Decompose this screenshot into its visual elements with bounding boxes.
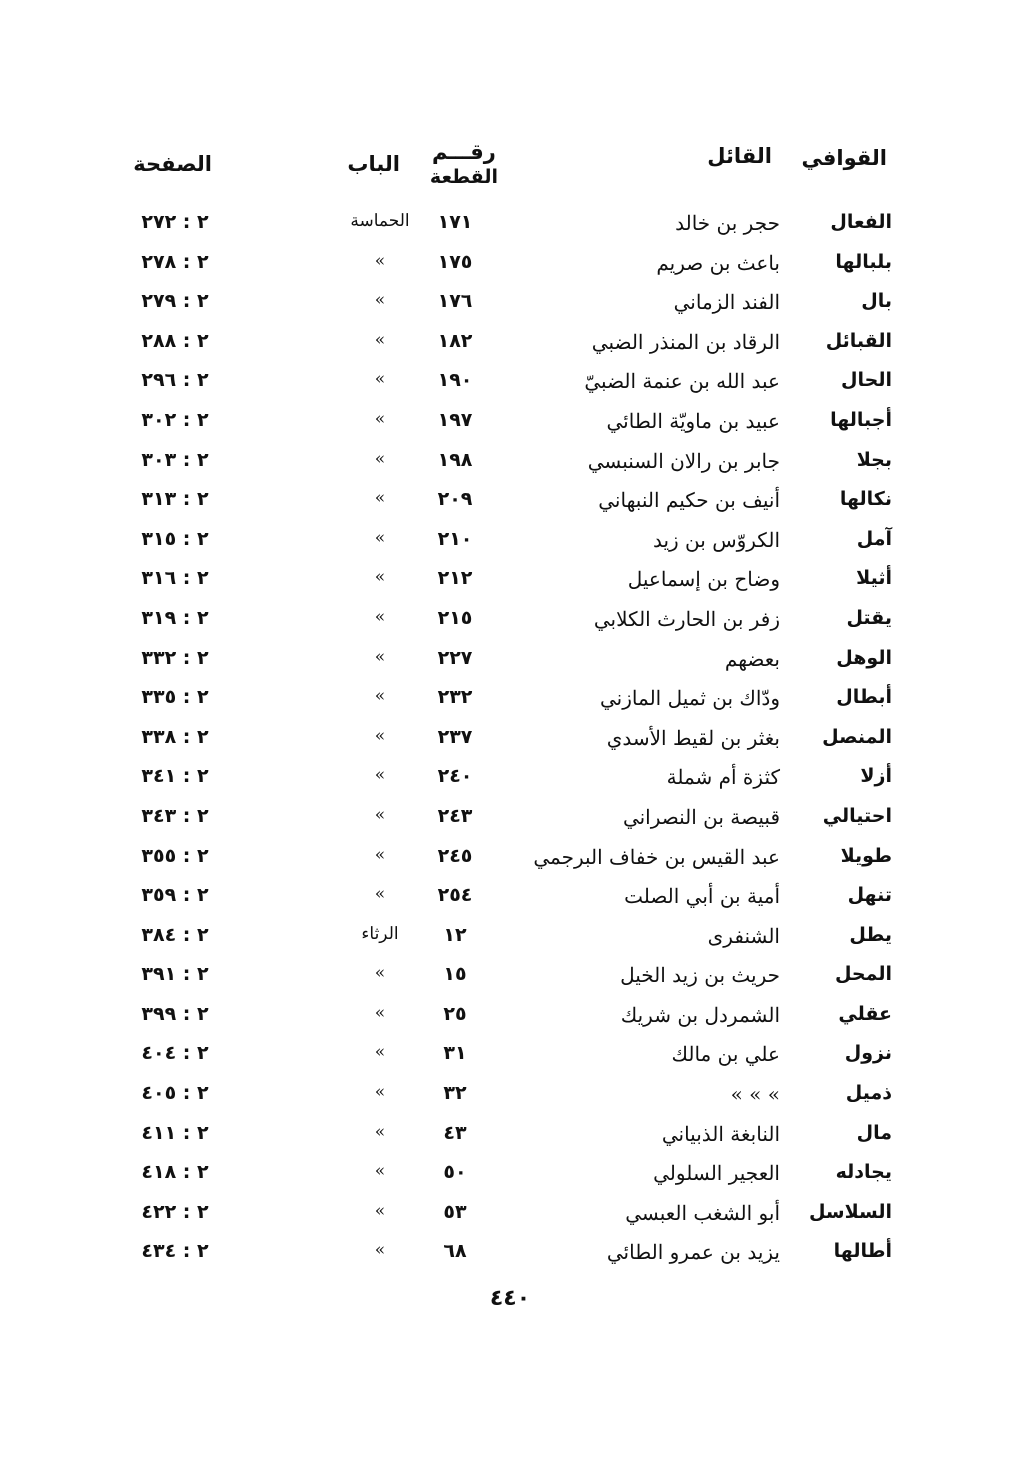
poet-cell: الشمردل بن شريك (620, 1002, 780, 1027)
page-ref-cell: ٢ : ٣٤١ (141, 765, 209, 788)
chapter-cell: » (374, 488, 386, 509)
chapter-cell: » (374, 725, 386, 746)
page-ref-cell: ٢ : ٣٠٣ (141, 448, 209, 471)
chapter-cell: » (374, 606, 386, 627)
table-row (0, 1076, 1020, 1116)
chapter-cell: » (374, 567, 386, 588)
page-ref-cell: ٢ : ٣٣٨ (141, 725, 209, 748)
table-row (0, 918, 1020, 958)
piece-number-cell: ٣٢ (443, 1082, 467, 1105)
page-ref-cell: ٢ : ٣١٣ (141, 488, 209, 511)
table-row (0, 680, 1020, 720)
header-page: الصفحة (133, 152, 212, 176)
header-chapter: الباب (347, 152, 400, 176)
page-ref-cell: ٢ : ٢٧٩ (141, 290, 209, 313)
chapter-cell: » (374, 1121, 386, 1142)
page-ref-cell: ٢ : ٣١٦ (141, 567, 209, 590)
poet-cell: الرقاد بن المنذر الضبي (591, 329, 780, 354)
table-row (0, 1195, 1020, 1235)
header-poet: القائل (707, 144, 772, 168)
piece-number-cell: ٢٣٧ (437, 725, 473, 748)
rhyme-cell: أبطال (836, 686, 892, 709)
page-ref-cell: ٢ : ٣٩٩ (141, 1002, 209, 1025)
table-row (0, 641, 1020, 681)
piece-number-cell: ١٥ (443, 963, 467, 986)
page-ref-cell: ٢ : ٣١٩ (141, 606, 209, 629)
poet-cell: علي بن مالك (671, 1042, 780, 1067)
table-row (0, 324, 1020, 364)
piece-number-cell: ٥٠ (443, 1161, 467, 1184)
poet-cell: يزيد بن عمرو الطائي (606, 1240, 780, 1265)
chapter-cell: » (374, 844, 386, 865)
poet-cell: ودّاك بن ثميل المازني (600, 686, 780, 711)
piece-number-cell: ٢٣٢ (437, 686, 473, 709)
rhyme-cell: المنصل (822, 725, 892, 748)
header-rhymes: القوافي (801, 146, 887, 170)
rhyme-cell: بال (861, 290, 892, 313)
chapter-cell: » (374, 1200, 386, 1221)
rhyme-cell: تنهل (847, 884, 892, 907)
table-row (0, 561, 1020, 601)
rhyme-cell: أثيلا (856, 567, 892, 590)
rhyme-cell: احتيالي (822, 804, 892, 827)
header-piece-number-line2: القطعة (429, 166, 498, 188)
rhyme-cell: يقتل (846, 606, 892, 629)
poet-cell: أبو الشغب العبسي (625, 1200, 780, 1225)
poet-cell: حجر بن خالد (675, 211, 780, 235)
table-row (0, 1234, 1020, 1274)
poet-cell: باعث بن صريم (656, 250, 780, 275)
table-row (0, 601, 1020, 641)
poet-cell: زفر بن الحارث الكلابي (593, 606, 780, 631)
piece-number-cell: ٣١ (443, 1042, 467, 1065)
page-ref-cell: ٢ : ٣٥٩ (141, 884, 209, 907)
piece-number-cell: ١٧٥ (437, 250, 473, 273)
poet-cell: قبيصة بن النصراني (622, 804, 780, 829)
page-ref-cell: ٢ : ٢٨٨ (141, 329, 209, 352)
table-row (0, 403, 1020, 443)
poet-cell: الكروّس بن زيد (652, 527, 780, 552)
chapter-cell: الحماسة (350, 211, 410, 231)
rhyme-cell: نكالها (839, 488, 892, 511)
chapter-cell: » (374, 527, 386, 548)
page-ref-cell: ٢ : ٢٧٨ (141, 250, 209, 273)
chapter-cell: » (374, 963, 386, 984)
table-row (0, 1155, 1020, 1195)
chapter-cell: » (374, 804, 386, 825)
poet-cell: حريث بن زيد الخيل (620, 963, 780, 988)
piece-number-cell: ٦٨ (443, 1240, 467, 1263)
poet-cell: أمية بن أبي الصلت (624, 884, 780, 909)
table-row (0, 1116, 1020, 1156)
chapter-cell: » (374, 1240, 386, 1261)
table-row (0, 443, 1020, 483)
poet-cell: كثزة أم شملة (666, 765, 780, 790)
table-row (0, 878, 1020, 918)
page-ref-cell: ٢ : ٤٣٤ (141, 1240, 209, 1263)
poet-cell: جابر بن رالان السنبسي (587, 448, 780, 473)
chapter-cell: » (374, 329, 386, 350)
table-row (0, 997, 1020, 1037)
piece-number-cell: ٢١٥ (437, 606, 473, 629)
piece-number-cell: ٢٤٠ (437, 765, 473, 788)
piece-number-cell: ١٩٧ (437, 408, 473, 431)
rhyme-cell: المحل (834, 963, 892, 986)
chapter-cell: الرثاء (361, 923, 399, 944)
page-ref-cell: ٢ : ٣٠٢ (141, 408, 209, 431)
page-ref-cell: ٢ : ٣٣٥ (141, 686, 209, 709)
table-row (0, 522, 1020, 562)
piece-number-cell: ٢١٠ (437, 527, 473, 550)
chapter-cell: » (374, 1082, 386, 1103)
page-ref-cell: ٢ : ٣٤٣ (141, 804, 209, 827)
page-number: ٤٤٠ (489, 1286, 531, 1311)
page-ref-cell: ٢ : ٣١٥ (141, 527, 209, 550)
rhyme-cell: أزلا (860, 765, 892, 788)
piece-number-cell: ١٩٨ (437, 448, 473, 471)
rhyme-cell: الفعال (830, 211, 892, 233)
piece-number-cell: ٥٣ (443, 1200, 467, 1223)
piece-number-cell: ٢٤٥ (437, 844, 473, 867)
chapter-cell: » (374, 1161, 386, 1182)
rhyme-cell: طويلا (840, 844, 892, 867)
page-ref-cell: ٢ : ٤٠٥ (141, 1082, 209, 1105)
rhyme-cell: الحال (841, 369, 892, 392)
table-row (0, 720, 1020, 760)
poet-cell: عبد القيس بن خفاف البرجمي (533, 844, 780, 869)
piece-number-cell: ٢٢٧ (437, 646, 473, 669)
rhyme-cell: بلبالها (835, 250, 892, 273)
poet-cell: الشنفرى (707, 923, 780, 948)
table-row (0, 839, 1020, 879)
chapter-cell: » (374, 250, 386, 271)
page-ref-cell: ٢ : ٣٨٤ (141, 923, 209, 946)
page-ref-cell: ٢ : ٤١٨ (141, 1161, 209, 1184)
rhyme-cell: آمل (856, 527, 892, 550)
poet-cell: العجير السلولي (653, 1161, 780, 1186)
piece-number-cell: ٢٤٣ (437, 804, 473, 827)
index-table-body (0, 205, 1020, 1274)
poet-cell: » » » (730, 1082, 780, 1107)
piece-number-cell: ١٨٢ (437, 329, 473, 352)
page-ref-cell: ٢ : ٣٩١ (141, 963, 209, 986)
chapter-cell: » (374, 646, 386, 667)
rhyme-cell: بجلا (856, 448, 892, 471)
rhyme-cell: عقلي (838, 1002, 892, 1025)
table-row (0, 1036, 1020, 1076)
piece-number-cell: ١٢ (443, 923, 467, 946)
rhyme-cell: أجبالها (830, 408, 892, 431)
piece-number-cell: ٢٥ (443, 1002, 467, 1025)
page-ref-cell: ٢ : ٣٥٥ (141, 844, 209, 867)
rhyme-cell: أطالها (833, 1240, 892, 1263)
piece-number-cell: ١٧٦ (437, 290, 473, 313)
page-ref-cell: ٢ : ٤١١ (141, 1121, 209, 1144)
chapter-cell: » (374, 686, 386, 707)
rhyme-cell: مال (856, 1121, 892, 1144)
piece-number-cell: ٢٠٩ (437, 488, 473, 511)
piece-number-cell: ٢٥٤ (437, 884, 473, 907)
rhyme-cell: نزول (844, 1042, 892, 1065)
poet-cell: بعضهم (724, 646, 780, 671)
poet-cell: أنيف بن حكيم النبهاني (598, 488, 780, 513)
rhyme-cell: ذميل (845, 1082, 892, 1105)
header-piece-number-line1: رقـــم (432, 140, 496, 164)
table-row (0, 957, 1020, 997)
table-row (0, 284, 1020, 324)
chapter-cell: » (374, 448, 386, 469)
chapter-cell: » (374, 1042, 386, 1063)
page-ref-cell: ٢ : ٤٢٢ (141, 1200, 209, 1223)
page-ref-cell: ٢ : ٣٣٢ (141, 646, 209, 669)
chapter-cell: » (374, 884, 386, 905)
chapter-cell: » (374, 369, 386, 390)
table-row (0, 245, 1020, 285)
chapter-cell: » (374, 1002, 386, 1023)
table-row (0, 363, 1020, 403)
table-row (0, 482, 1020, 522)
table-row (0, 799, 1020, 839)
poet-cell: وضاح بن إسماعيل (627, 567, 780, 592)
rhyme-cell: القبائل (825, 329, 892, 352)
chapter-cell: » (374, 765, 386, 786)
rhyme-cell: الوهل (836, 646, 892, 669)
table-header (0, 140, 1020, 206)
poet-cell: النابغة الذبياني (661, 1121, 780, 1146)
chapter-cell: » (374, 408, 386, 429)
table-row (0, 205, 1020, 245)
rhyme-cell: السلاسل (808, 1200, 892, 1223)
rhyme-cell: يجادله (835, 1161, 892, 1184)
rhyme-cell: يطل (849, 923, 892, 946)
piece-number-cell: ١٩٠ (437, 369, 473, 392)
page-ref-cell: ٢ : ٢٧٢ (141, 211, 209, 233)
poet-cell: بغثر بن لقيط الأسدي (606, 725, 780, 750)
poet-cell: الفند الزماني (673, 290, 780, 315)
piece-number-cell: ٤٣ (443, 1121, 467, 1144)
header-piece-number (430, 140, 498, 188)
table-row (0, 759, 1020, 799)
page-ref-cell: ٢ : ٤٠٤ (141, 1042, 209, 1065)
piece-number-cell: ٢١٢ (437, 567, 473, 590)
piece-number-cell: ١٧١ (437, 211, 473, 233)
poet-cell: عبد الله بن عنمة الضبيّ (584, 369, 780, 394)
page-ref-cell: ٢ : ٢٩٦ (141, 369, 209, 392)
poet-cell: عبيد بن ماويّة الطائي (606, 408, 780, 433)
chapter-cell: » (374, 290, 386, 311)
